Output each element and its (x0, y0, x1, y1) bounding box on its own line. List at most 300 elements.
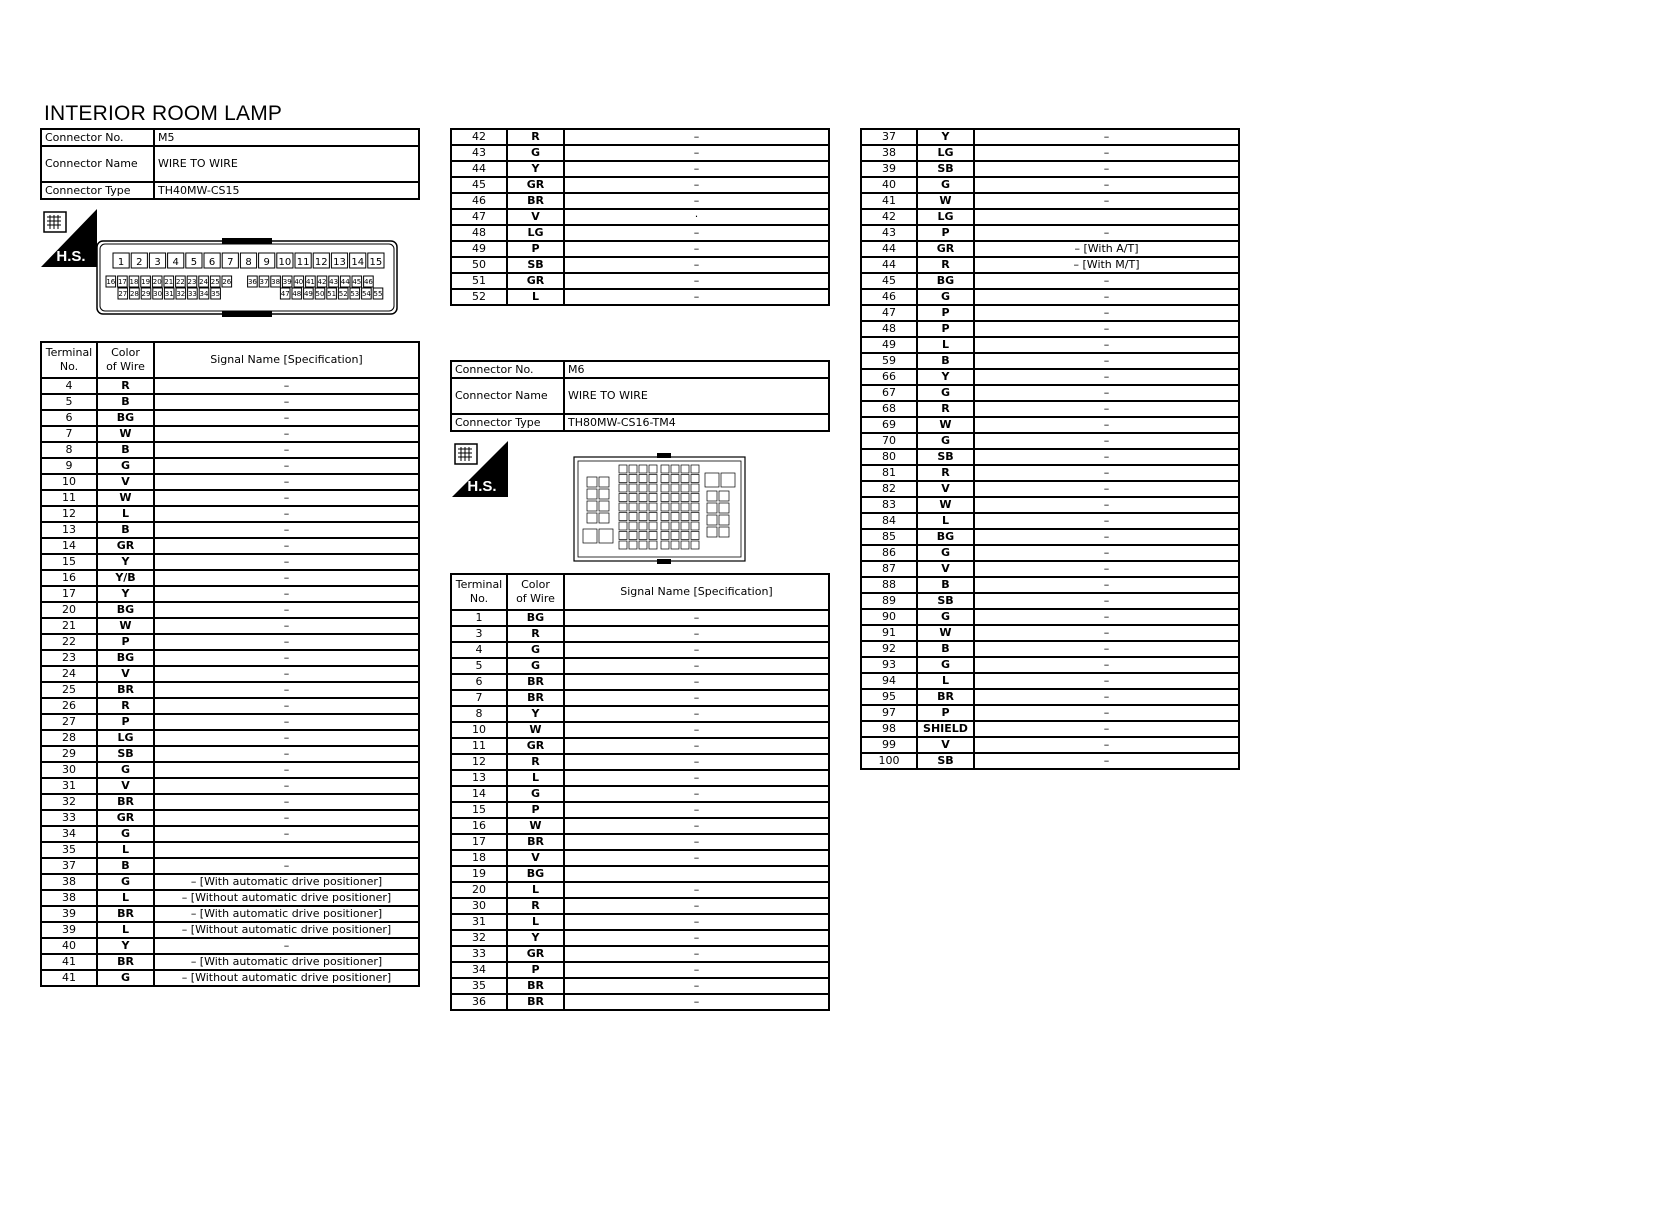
wire-color: V (917, 561, 974, 577)
signal-name: – (154, 458, 419, 474)
signal-name: – (564, 145, 829, 161)
signal-name: – (564, 626, 829, 642)
connector-pin-label: 17 (117, 278, 127, 286)
color-header-line1: Color (521, 578, 550, 591)
table-row (451, 962, 829, 978)
signal-name: – (974, 641, 1239, 657)
terminal-number: 45 (861, 273, 917, 289)
table-row (861, 433, 1239, 449)
terminal-number: 44 (451, 161, 507, 177)
table-row (451, 626, 829, 642)
signal-name: – [With automatic drive positioner] (154, 954, 419, 970)
signal-name: – (974, 433, 1239, 449)
terminal-number: 45 (451, 177, 507, 193)
table-row (451, 193, 829, 209)
connector-name-value: WIRE TO WIRE (154, 146, 419, 182)
wire-color: Y (917, 129, 974, 145)
connector-pin-label: 31 (164, 290, 174, 298)
signal-name: – (154, 586, 419, 602)
table-row (41, 410, 419, 426)
terminal-number: 31 (41, 778, 97, 794)
connector-m5-face (96, 238, 400, 318)
signal-header: Signal Name [Specification] (154, 342, 419, 378)
wire-color: G (97, 762, 154, 778)
connector-pin-label: 32 (176, 290, 186, 298)
wire-color: B (917, 353, 974, 369)
connector-pin-label: 5 (190, 257, 198, 268)
wire-color: G (507, 642, 564, 658)
table-row (861, 401, 1239, 417)
signal-name: – (564, 690, 829, 706)
signal-name: – (564, 802, 829, 818)
terminal-number: 28 (41, 730, 97, 746)
table-row (451, 914, 829, 930)
table-row (451, 706, 829, 722)
wire-color: BR (917, 689, 974, 705)
color-header (507, 574, 564, 610)
wire-color: W (97, 618, 154, 634)
signal-name: – (564, 962, 829, 978)
terminal-number: 46 (861, 289, 917, 305)
wire-color: GR (507, 273, 564, 289)
signal-name: – (154, 666, 419, 682)
wire-color: G (917, 433, 974, 449)
signal-name: – (974, 177, 1239, 193)
terminal-number: 38 (41, 890, 97, 906)
terminal-number: 36 (451, 994, 507, 1010)
signal-name: – (154, 858, 419, 874)
terminal-number: 47 (861, 305, 917, 321)
wire-color: W (917, 193, 974, 209)
wire-color: B (97, 394, 154, 410)
wire-color: SB (917, 593, 974, 609)
table-row (861, 497, 1239, 513)
wire-color: BG (507, 610, 564, 626)
connector-pin-label: 28 (129, 290, 139, 298)
connector-pin-label: 30 (153, 290, 163, 298)
table-row (861, 289, 1239, 305)
wire-color: Y/B (97, 570, 154, 586)
terminal-number: 90 (861, 609, 917, 625)
wire-color: GR (97, 538, 154, 554)
terminal-number: 8 (451, 706, 507, 722)
signal-name: – (564, 161, 829, 177)
table-row (861, 257, 1239, 273)
table-row (41, 522, 419, 538)
signal-name: – (154, 474, 419, 490)
terminal-number: 17 (41, 586, 97, 602)
connector-pin-label: 7 (227, 257, 234, 268)
terminal-number: 34 (41, 826, 97, 842)
wire-color: W (917, 497, 974, 513)
wire-color: B (97, 858, 154, 874)
table-row (41, 874, 419, 890)
wire-color: BR (97, 794, 154, 810)
wire-color: SHIELD (917, 721, 974, 737)
table-row (41, 650, 419, 666)
wire-color: W (507, 722, 564, 738)
wire-color: G (917, 609, 974, 625)
terminal-number: 38 (41, 874, 97, 890)
terminal-number: 48 (861, 321, 917, 337)
signal-name: – (564, 978, 829, 994)
connector-pin-label: 29 (141, 290, 151, 298)
signal-name: – (154, 554, 419, 570)
connector-pin-label: 1 (117, 257, 125, 268)
table-row (451, 770, 829, 786)
connector-pin-label: 8 (245, 257, 252, 268)
table-row (861, 129, 1239, 145)
table-row (861, 561, 1239, 577)
terminal-number: 7 (41, 426, 97, 442)
hs-label: H.S. (56, 248, 86, 265)
table-row (41, 858, 419, 874)
terminal-number: 16 (41, 570, 97, 586)
table-row (861, 193, 1239, 209)
terminal-number: 3 (451, 626, 507, 642)
wire-color: V (507, 209, 564, 225)
connector-pin-label: 38 (271, 278, 281, 286)
signal-name: – (974, 609, 1239, 625)
connector-pin-label: 44 (340, 278, 350, 286)
signal-name: – (564, 129, 829, 145)
table-row (41, 906, 419, 922)
connector-pin-label: 22 (175, 278, 185, 286)
signal-name: – (564, 193, 829, 209)
table-row (451, 834, 829, 850)
connector-pin-label: 55 (373, 290, 383, 298)
signal-name: – (974, 625, 1239, 641)
table-row (41, 442, 419, 458)
table-row (861, 209, 1239, 225)
signal-name: – (564, 610, 829, 626)
terminal-header (41, 342, 97, 378)
wire-color: L (917, 673, 974, 689)
wire-color: G (917, 545, 974, 561)
terminal-number: 18 (451, 850, 507, 866)
signal-name: – (974, 305, 1239, 321)
terminal-number: 11 (451, 738, 507, 754)
signal-name: – (564, 914, 829, 930)
terminal-number: 41 (861, 193, 917, 209)
terminal-number: 33 (451, 946, 507, 962)
connector-pin-label: 24 (199, 278, 209, 286)
signal-name: – (974, 497, 1239, 513)
connector-m6-face (573, 453, 747, 565)
terminal-header-line2: No. (469, 592, 489, 605)
connector-pin-label: 48 (292, 290, 302, 298)
signal-name: – (974, 145, 1239, 161)
table-row (861, 417, 1239, 433)
connector-pin-label: 4 (172, 257, 179, 268)
connector-pin-label: 46 (363, 278, 373, 286)
table-row (41, 762, 419, 778)
signal-name: – (974, 481, 1239, 497)
wire-color: R (507, 754, 564, 770)
color-header-line2: of Wire (106, 360, 145, 373)
signal-name: – (154, 730, 419, 746)
connector-pin-label: 9 (263, 257, 270, 268)
table-row (451, 177, 829, 193)
signal-name: – (154, 682, 419, 698)
terminal-number: 69 (861, 417, 917, 433)
connector-pin-label: 54 (361, 290, 371, 298)
terminal-number: 41 (41, 970, 97, 986)
signal-name: – (564, 642, 829, 658)
signal-name: – (154, 810, 419, 826)
wire-color: LG (917, 209, 974, 225)
signal-name: – (154, 762, 419, 778)
terminal-number: 48 (451, 225, 507, 241)
terminal-number: 15 (41, 554, 97, 570)
terminal-number: 1 (451, 610, 507, 626)
signal-name: – (974, 577, 1239, 593)
signal-name: – (154, 570, 419, 586)
terminal-header-line1: Terminal (455, 578, 503, 591)
connector-pin-label: 36 (247, 278, 257, 286)
wire-color: Y (507, 930, 564, 946)
wire-color: LG (97, 730, 154, 746)
terminal-number: 9 (41, 458, 97, 474)
table-row (451, 690, 829, 706)
table-row (861, 625, 1239, 641)
terminal-number: 33 (41, 810, 97, 826)
terminal-number: 67 (861, 385, 917, 401)
wire-color: P (97, 714, 154, 730)
signal-name: – (564, 225, 829, 241)
signal-name: – (974, 561, 1239, 577)
terminal-number: 50 (451, 257, 507, 273)
terminal-number: 42 (451, 129, 507, 145)
wire-color: BG (97, 650, 154, 666)
terminal-number: 42 (861, 209, 917, 225)
wire-color: G (917, 289, 974, 305)
connector-pin-label: 21 (164, 278, 174, 286)
terminal-number: 41 (41, 954, 97, 970)
signal-name: – (154, 650, 419, 666)
terminal-number: 32 (451, 930, 507, 946)
table-row (451, 289, 829, 305)
signal-name: – (154, 778, 419, 794)
connector-pin-label: 23 (187, 278, 197, 286)
wire-color: GR (917, 241, 974, 257)
table-row (41, 618, 419, 634)
harness-side-icon (41, 209, 97, 267)
terminal-number: 93 (861, 657, 917, 673)
signal-name: – (974, 753, 1239, 769)
wire-color: G (507, 658, 564, 674)
table-row (41, 954, 419, 970)
connector-name-value: WIRE TO WIRE (564, 378, 829, 414)
wire-color: G (97, 970, 154, 986)
wire-color: L (917, 513, 974, 529)
terminal-number: 52 (451, 289, 507, 305)
connector-pin-label: 20 (152, 278, 162, 286)
signal-name: – (564, 273, 829, 289)
wire-color: P (507, 802, 564, 818)
signal-name: – [Without automatic drive positioner] (154, 970, 419, 986)
wire-color: W (97, 490, 154, 506)
terminal-number: 99 (861, 737, 917, 753)
signal-name: – (154, 938, 419, 954)
table-row (861, 353, 1239, 369)
wire-color: P (507, 962, 564, 978)
signal-name: – (154, 442, 419, 458)
connector-m6-info (450, 360, 830, 432)
wire-color: BG (917, 529, 974, 545)
wire-color: Y (917, 369, 974, 385)
wire-color: P (97, 634, 154, 650)
terminal-number: 25 (41, 682, 97, 698)
terminal-number: 38 (861, 145, 917, 161)
signal-name: · (564, 209, 829, 225)
signal-name: – (564, 706, 829, 722)
terminal-number: 10 (41, 474, 97, 490)
wire-color: SB (917, 449, 974, 465)
signal-name: – (154, 410, 419, 426)
terminal-number: 15 (451, 802, 507, 818)
wire-color: Y (97, 938, 154, 954)
signal-name: – (974, 513, 1239, 529)
connector-pin-label: 14 (351, 257, 365, 268)
wire-color: B (97, 522, 154, 538)
table-row (861, 673, 1239, 689)
signal-name: – (564, 754, 829, 770)
table-row (861, 145, 1239, 161)
table-row (861, 305, 1239, 321)
table-row (861, 385, 1239, 401)
wire-color: L (507, 882, 564, 898)
terminal-table-m5-continued (450, 128, 830, 306)
color-header (97, 342, 154, 378)
table-row (451, 658, 829, 674)
wire-color: V (97, 778, 154, 794)
table-row (451, 946, 829, 962)
table-row (451, 978, 829, 994)
terminal-number: 51 (451, 273, 507, 289)
signal-header: Signal Name [Specification] (564, 574, 829, 610)
table-row (861, 337, 1239, 353)
wire-color: R (97, 698, 154, 714)
table-row (451, 241, 829, 257)
connector-type-value: TH40MW-CS15 (154, 182, 419, 199)
signal-name: – (154, 522, 419, 538)
wire-color: W (917, 417, 974, 433)
wire-color: LG (917, 145, 974, 161)
table-row (41, 634, 419, 650)
table-row (861, 529, 1239, 545)
terminal-number: 88 (861, 577, 917, 593)
terminal-number: 47 (451, 209, 507, 225)
wire-color: L (97, 842, 154, 858)
terminal-number: 95 (861, 689, 917, 705)
wire-color: BR (507, 994, 564, 1010)
table-row (41, 458, 419, 474)
color-header-line2: of Wire (516, 592, 555, 605)
terminal-number: 19 (451, 866, 507, 882)
table-row (41, 922, 419, 938)
signal-name: – [Without automatic drive positioner] (154, 890, 419, 906)
connector-pin-label: 40 (294, 278, 304, 286)
table-row (451, 209, 829, 225)
terminal-number: 4 (451, 642, 507, 658)
wire-color: L (507, 914, 564, 930)
table-row (861, 657, 1239, 673)
terminal-number: 84 (861, 513, 917, 529)
wire-color: B (97, 442, 154, 458)
connector-pin-label: 12 (314, 257, 328, 268)
connector-pin-label: 34 (199, 290, 209, 298)
terminal-number: 43 (861, 225, 917, 241)
table-row (861, 721, 1239, 737)
signal-name: – (564, 818, 829, 834)
terminal-number: 11 (41, 490, 97, 506)
table-row (41, 666, 419, 682)
table-row (41, 810, 419, 826)
table-row (451, 257, 829, 273)
terminal-number: 87 (861, 561, 917, 577)
terminal-number: 82 (861, 481, 917, 497)
table-row (41, 426, 419, 442)
wire-color: Y (97, 554, 154, 570)
terminal-number: 12 (41, 506, 97, 522)
signal-name: – (974, 721, 1239, 737)
signal-name: – (564, 786, 829, 802)
wire-color: P (917, 305, 974, 321)
wire-color: GR (507, 738, 564, 754)
signal-name: – [Without automatic drive positioner] (154, 922, 419, 938)
terminal-table-m6-continued (860, 128, 1240, 770)
wire-color: G (507, 786, 564, 802)
signal-name: – (974, 161, 1239, 177)
table-row (861, 705, 1239, 721)
table-row (861, 609, 1239, 625)
signal-name: – (974, 225, 1239, 241)
terminal-number: 24 (41, 666, 97, 682)
wire-color: P (507, 241, 564, 257)
terminal-number: 14 (41, 538, 97, 554)
table-row (861, 177, 1239, 193)
terminal-number: 20 (41, 602, 97, 618)
terminal-number: 66 (861, 369, 917, 385)
terminal-number: 68 (861, 401, 917, 417)
table-row (861, 369, 1239, 385)
signal-name: – (154, 538, 419, 554)
connector-pin-label: 19 (141, 278, 151, 286)
table-row (451, 898, 829, 914)
terminal-number: 46 (451, 193, 507, 209)
wire-color: P (917, 321, 974, 337)
signal-name: – [With automatic drive positioner] (154, 874, 419, 890)
signal-name: – (974, 385, 1239, 401)
terminal-number: 5 (41, 394, 97, 410)
table-row (41, 570, 419, 586)
signal-name: – (154, 618, 419, 634)
connector-pin-label: 2 (136, 257, 143, 268)
table-row (451, 674, 829, 690)
signal-name: – (974, 593, 1239, 609)
terminal-number: 29 (41, 746, 97, 762)
wire-color: BG (97, 602, 154, 618)
terminal-number: 6 (451, 674, 507, 690)
signal-name: – (154, 826, 419, 842)
wire-color: V (917, 481, 974, 497)
connector-pin-label: 49 (303, 290, 313, 298)
wire-color: V (917, 737, 974, 753)
wire-color: BR (507, 978, 564, 994)
wire-color: R (917, 401, 974, 417)
wire-color: Y (507, 706, 564, 722)
